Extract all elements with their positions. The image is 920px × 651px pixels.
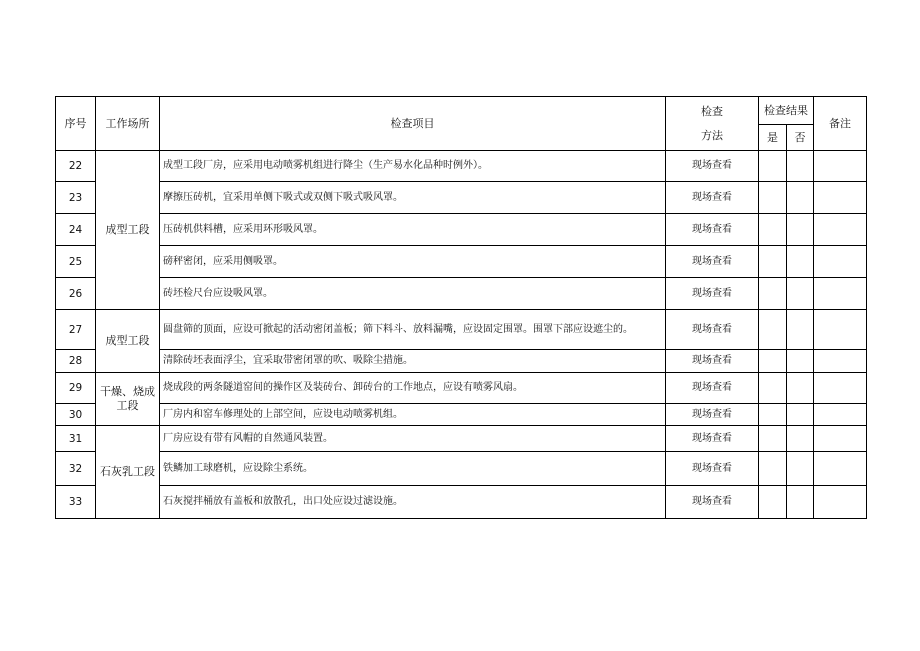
row-no-cell[interactable] <box>787 404 814 426</box>
row-item: 石灰搅拌桶放有盖板和放散孔，出口处应设过滤设施。 <box>160 486 666 519</box>
row-item: 砖坯检尺台应设吸风罩。 <box>160 278 666 310</box>
table-row <box>56 246 867 278</box>
row-method: 现场查看 <box>666 182 759 214</box>
row-seq: 30 <box>56 404 96 426</box>
row-method: 现场查看 <box>666 246 759 278</box>
row-seq: 22 <box>56 151 96 182</box>
header-method-line1: 检查 <box>701 104 723 118</box>
row-no-cell[interactable] <box>787 151 814 182</box>
row-item: 清除砖坯表面浮尘，宜采取带密闭罩的吹、吸除尘措施。 <box>160 350 666 373</box>
row-remark-cell[interactable] <box>814 373 867 404</box>
row-item: 厂房内和窑车修理处的上部空间，应设电动喷雾机组。 <box>160 404 666 426</box>
row-yes-cell[interactable] <box>759 214 787 246</box>
table-row <box>56 151 867 182</box>
row-seq: 26 <box>56 278 96 310</box>
row-seq: 29 <box>56 373 96 404</box>
row-method: 现场查看 <box>666 486 759 519</box>
row-no-cell[interactable] <box>787 373 814 404</box>
row-remark-cell[interactable] <box>814 404 867 426</box>
row-method: 现场查看 <box>666 350 759 373</box>
inspection-table <box>55 96 866 526</box>
table-row <box>56 486 867 519</box>
row-remark-cell[interactable] <box>814 310 867 350</box>
row-yes-cell[interactable] <box>759 310 787 350</box>
row-yes-cell[interactable] <box>759 486 787 519</box>
row-item: 磅秤密闭，应采用侧吸罩。 <box>160 246 666 278</box>
row-seq: 25 <box>56 246 96 278</box>
row-seq: 23 <box>56 182 96 214</box>
row-remark-cell[interactable] <box>814 246 867 278</box>
row-yes-cell[interactable] <box>759 350 787 373</box>
row-item: 圆盘筛的顶面，应设可掀起的活动密闭盖板；筛下料斗、放料漏嘴，应设固定围罩。围罩下部应设遮尘的。 <box>160 310 666 350</box>
row-yes-cell[interactable] <box>759 404 787 426</box>
header-yes: 是 <box>759 125 787 151</box>
row-seq: 24 <box>56 214 96 246</box>
row-yes-cell[interactable] <box>759 246 787 278</box>
row-yes-cell[interactable] <box>759 452 787 486</box>
table-row <box>56 278 867 310</box>
row-yes-cell[interactable] <box>759 426 787 452</box>
row-no-cell[interactable] <box>787 452 814 486</box>
header-method <box>666 97 759 151</box>
header-method-line2: 方法 <box>701 128 723 142</box>
row-no-cell[interactable] <box>787 426 814 452</box>
row-seq: 33 <box>56 486 96 519</box>
table-row <box>56 373 867 404</box>
row-yes-cell[interactable] <box>759 278 787 310</box>
row-no-cell[interactable] <box>787 486 814 519</box>
header-no: 否 <box>787 125 814 151</box>
row-remark-cell[interactable] <box>814 452 867 486</box>
table-row <box>56 310 867 350</box>
table-row <box>56 182 867 214</box>
row-remark-cell[interactable] <box>814 350 867 373</box>
row-seq: 27 <box>56 310 96 350</box>
row-method: 现场查看 <box>666 452 759 486</box>
workplace-cell: 成型工段 <box>96 151 160 310</box>
workplace-cell: 干燥、烧成工段 <box>96 373 160 426</box>
row-item: 铁鳞加工球磨机，应设除尘系统。 <box>160 452 666 486</box>
row-remark-cell[interactable] <box>814 426 867 452</box>
table-row <box>56 214 867 246</box>
row-item: 厂房应设有带有风帽的自然通风装置。 <box>160 426 666 452</box>
row-item: 烧成段的两条隧道窑间的操作区及装砖台、卸砖台的工作地点，应设有喷雾风扇。 <box>160 373 666 404</box>
row-method: 现场查看 <box>666 310 759 350</box>
row-remark-cell[interactable] <box>814 182 867 214</box>
row-item: 摩擦压砖机，宜采用单侧下吸式或双侧下吸式吸风罩。 <box>160 182 666 214</box>
table-row <box>56 426 867 452</box>
row-remark-cell[interactable] <box>814 486 867 519</box>
header-workplace: 工作场所 <box>96 97 160 151</box>
row-remark-cell[interactable] <box>814 278 867 310</box>
row-method: 现场查看 <box>666 426 759 452</box>
row-no-cell[interactable] <box>787 278 814 310</box>
workplace-cell: 石灰乳工段 <box>96 426 160 519</box>
table-row <box>56 350 867 373</box>
row-seq: 31 <box>56 426 96 452</box>
header-result: 检查结果 <box>759 97 814 125</box>
row-no-cell[interactable] <box>787 310 814 350</box>
header-seq: 序号 <box>56 97 96 151</box>
row-remark-cell[interactable] <box>814 214 867 246</box>
header-item: 检查项目 <box>160 97 666 151</box>
row-item: 成型工段厂房，应采用电动喷雾机组进行降尘（生产易水化品种时例外）。 <box>160 151 666 182</box>
row-method: 现场查看 <box>666 404 759 426</box>
row-yes-cell[interactable] <box>759 373 787 404</box>
row-seq: 28 <box>56 350 96 373</box>
row-method: 现场查看 <box>666 373 759 404</box>
row-no-cell[interactable] <box>787 246 814 278</box>
row-yes-cell[interactable] <box>759 151 787 182</box>
row-no-cell[interactable] <box>787 350 814 373</box>
row-method: 现场查看 <box>666 151 759 182</box>
table-row <box>56 404 867 426</box>
row-item: 压砖机供料槽，应采用环形吸风罩。 <box>160 214 666 246</box>
header-remark: 备注 <box>814 97 867 151</box>
row-seq: 32 <box>56 452 96 486</box>
row-no-cell[interactable] <box>787 214 814 246</box>
row-yes-cell[interactable] <box>759 182 787 214</box>
row-method: 现场查看 <box>666 214 759 246</box>
table-row <box>56 452 867 486</box>
row-no-cell[interactable] <box>787 182 814 214</box>
row-method: 现场查看 <box>666 278 759 310</box>
workplace-cell: 成型工段 <box>96 310 160 373</box>
row-remark-cell[interactable] <box>814 151 867 182</box>
